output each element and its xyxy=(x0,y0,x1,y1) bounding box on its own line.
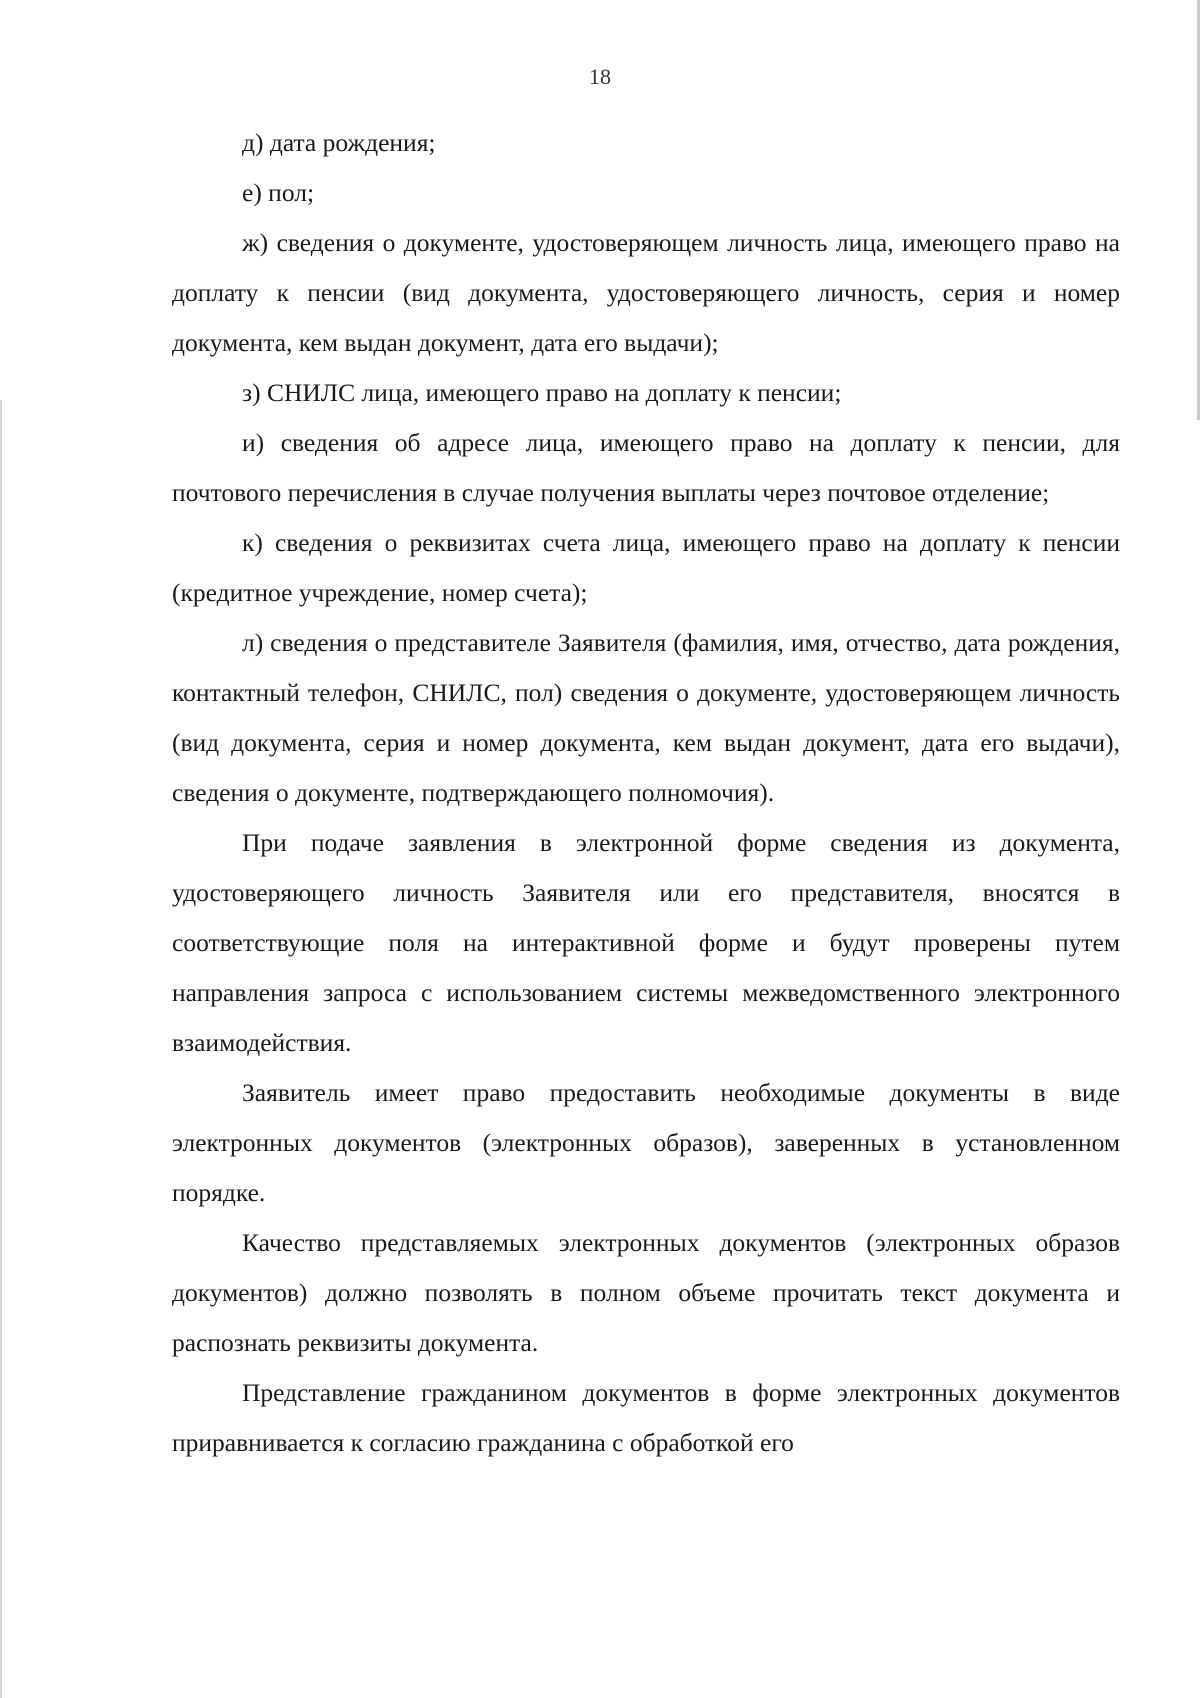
paragraph-d: д) дата рождения; xyxy=(242,128,436,157)
paragraph-consent: Представление гражданином документов в форме электронных документов приравнивается к согласию гражданина с обработкой его xyxy=(172,1378,1120,1457)
paragraph-k: к) сведения о реквизитах счета лица, имеющего право на доплату к пенсии (кредитное учреждение, номер счета); xyxy=(172,528,1120,607)
paragraph-zh: ж) сведения о документе, удостоверяющем личность лица, имеющего право на доплату к пенсии (вид документа, удостоверяющего личность, серия и номер документа, кем выдан документ, дата его выдачи); xyxy=(172,228,1120,357)
page-number: 18 xyxy=(589,64,611,89)
paragraph-applicant-right: Заявитель имеет право предоставить необходимые документы в виде электронных документов (электронных образов), заверенных в установленном порядке. xyxy=(172,1078,1120,1207)
body-text xyxy=(172,118,1120,1468)
paragraph-i: и) сведения об адресе лица, имеющего право на доплату к пенсии, для почтового перечисления в случае получения выплаты через почтовое отделение; xyxy=(172,428,1120,507)
paragraph-z: з) СНИЛС лица, имеющего право на доплату к пенсии; xyxy=(242,378,842,407)
paragraph-quality: Качество представляемых электронных документов (электронных образов документов) должно позволять в полном объеме прочитать текст документа и распознать реквизиты документа. xyxy=(172,1228,1120,1357)
paragraph-electronic-submission: При подаче заявления в электронной форме сведения из документа, удостоверяющего личность Заявителя или его представителя, вносятся в соответствующие поля на интерактивной форме и будут проверены путем направления запроса с использованием системы межведомственного электронного взаимодействия. xyxy=(172,828,1120,1057)
scan-edge-left xyxy=(0,400,2,1698)
paragraph-e: е) пол; xyxy=(242,178,315,207)
paragraph-l: л) сведения о представителе Заявителя (фамилия, имя, отчество, дата рождения, контактный телефон, СНИЛС, пол) сведения о документе, удостоверяющем личность (вид документа, серия и номер документа, кем выдан документ, дата его выдачи), сведения о документе, подтверждающего полномочия). xyxy=(172,628,1120,807)
